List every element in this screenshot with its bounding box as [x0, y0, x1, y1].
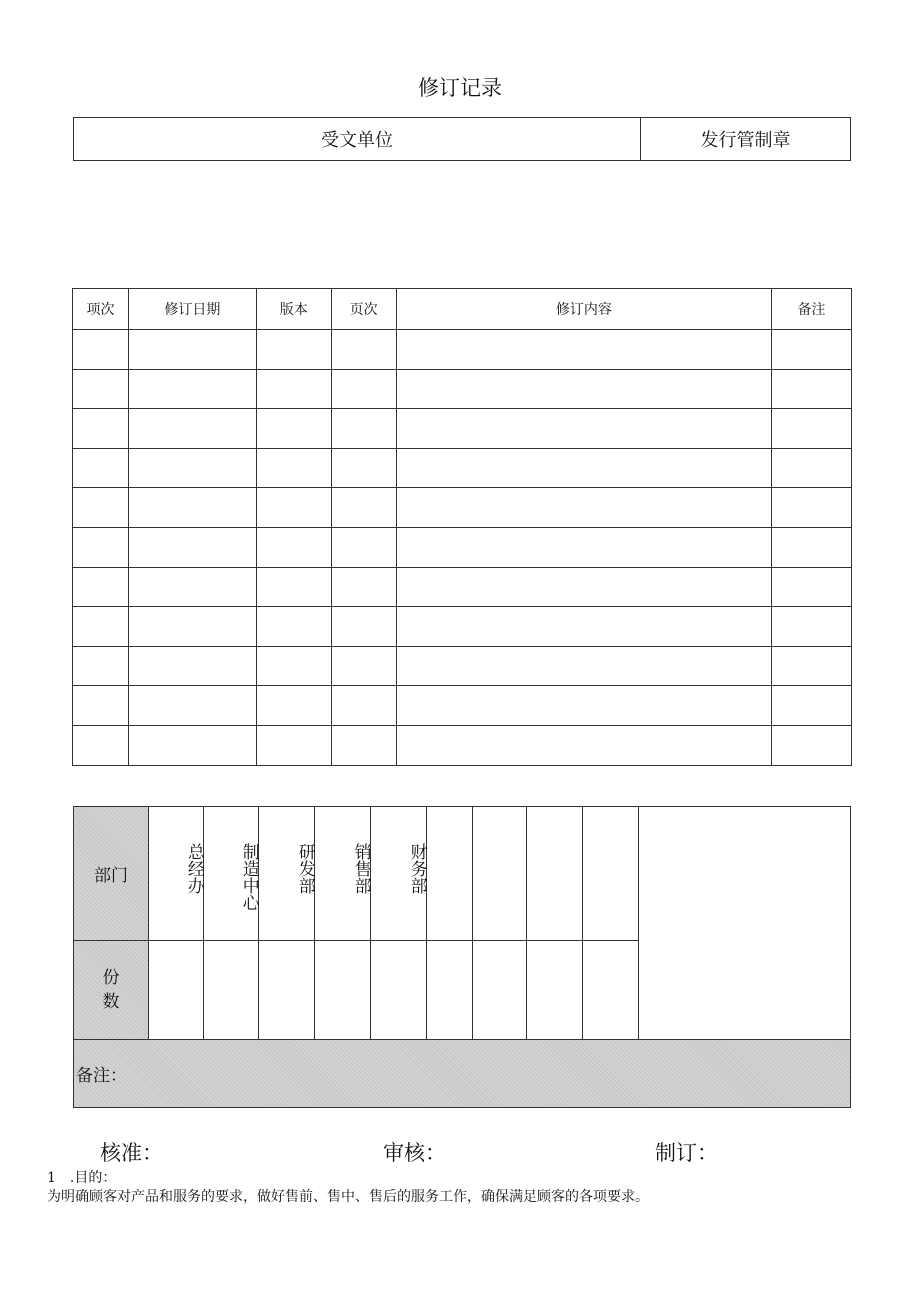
copies-cell	[426, 941, 472, 1040]
dept-cell: 制造中心	[203, 807, 258, 941]
table-cell	[772, 369, 852, 409]
copies-cell	[370, 941, 426, 1040]
table-row	[73, 448, 852, 488]
table-cell	[256, 607, 331, 647]
table-cell	[256, 527, 331, 567]
dept-cell	[527, 807, 583, 941]
table-cell	[73, 607, 129, 647]
table-cell	[396, 646, 771, 686]
table-cell	[128, 725, 256, 765]
copies-cell	[148, 941, 203, 1040]
table-cell	[128, 448, 256, 488]
table-cell	[396, 488, 771, 528]
table-cell	[128, 369, 256, 409]
table-cell	[331, 369, 396, 409]
table-row	[73, 488, 852, 528]
dept-cell	[426, 807, 472, 941]
remark-row: 备注：	[74, 1040, 851, 1108]
col-date: 修订日期	[128, 289, 256, 330]
copies-label: 份数	[74, 941, 149, 1040]
table-cell	[331, 527, 396, 567]
table-cell	[772, 409, 852, 449]
page-title: 修订记录	[418, 76, 502, 100]
table-cell	[128, 607, 256, 647]
table-cell	[772, 607, 852, 647]
receiver-table	[73, 117, 851, 161]
copies-cell	[258, 941, 314, 1040]
table-cell	[73, 646, 129, 686]
table-cell	[772, 488, 852, 528]
copies-cell	[583, 941, 639, 1040]
table-cell	[331, 330, 396, 370]
table-cell	[772, 567, 852, 607]
table-cell	[772, 646, 852, 686]
review-label: 审核：	[383, 1141, 446, 1165]
dept-cell: 总经办	[148, 807, 203, 941]
table-cell	[396, 409, 771, 449]
table-cell	[128, 488, 256, 528]
table-cell	[256, 686, 331, 726]
table-cell	[331, 409, 396, 449]
table-cell	[128, 409, 256, 449]
table-cell	[772, 725, 852, 765]
col-page: 页次	[331, 289, 396, 330]
section-text: 为明确顾客对产品和服务的要求，做好售前、售中、售后的服务工作，确保满足顾客的各项要求。	[47, 1189, 649, 1205]
table-cell	[772, 527, 852, 567]
table-cell	[73, 330, 129, 370]
table-cell	[772, 330, 852, 370]
dept-cell: 销售部	[314, 807, 370, 941]
table-cell	[128, 330, 256, 370]
section-heading: 1 .目的：	[47, 1170, 117, 1186]
table-cell	[256, 646, 331, 686]
col-content: 修订内容	[396, 289, 771, 330]
table-row	[73, 567, 852, 607]
table-cell	[128, 686, 256, 726]
table-cell	[396, 330, 771, 370]
table-cell	[73, 488, 129, 528]
table-cell	[331, 646, 396, 686]
col-item: 项次	[73, 289, 129, 330]
table-row	[73, 369, 852, 409]
table-cell	[73, 527, 129, 567]
table-cell	[73, 409, 129, 449]
table-cell	[396, 448, 771, 488]
stamp-area	[639, 807, 851, 1040]
table-cell	[256, 409, 331, 449]
table-cell	[256, 369, 331, 409]
table-cell	[396, 725, 771, 765]
revision-table	[72, 288, 852, 766]
table-row	[73, 725, 852, 765]
table-cell	[128, 567, 256, 607]
table-cell	[73, 369, 129, 409]
approve-label: 核准：	[100, 1141, 163, 1165]
table-cell	[396, 607, 771, 647]
table-cell	[128, 646, 256, 686]
dept-cell	[472, 807, 527, 941]
distribution-table	[73, 806, 851, 1108]
table-cell	[256, 567, 331, 607]
table-row	[73, 527, 852, 567]
table-cell	[256, 330, 331, 370]
table-cell	[331, 448, 396, 488]
table-cell	[73, 448, 129, 488]
table-cell	[331, 686, 396, 726]
table-cell	[73, 686, 129, 726]
table-cell	[331, 607, 396, 647]
table-row	[73, 330, 852, 370]
table-cell	[772, 448, 852, 488]
copies-cell	[203, 941, 258, 1040]
revision-header-row	[73, 289, 852, 330]
table-cell	[331, 567, 396, 607]
table-cell	[73, 725, 129, 765]
table-cell	[396, 369, 771, 409]
table-cell	[396, 567, 771, 607]
dept-cell: 研发部	[258, 807, 314, 941]
table-row	[73, 607, 852, 647]
receiver-header: 受文单位	[74, 118, 641, 161]
table-cell	[73, 567, 129, 607]
col-remark: 备注	[772, 289, 852, 330]
table-cell	[396, 527, 771, 567]
dept-label: 部门	[74, 807, 149, 941]
col-version: 版本	[256, 289, 331, 330]
table-row	[73, 686, 852, 726]
table-row	[73, 409, 852, 449]
copies-cell	[472, 941, 527, 1040]
copies-cell	[314, 941, 370, 1040]
dept-cell	[583, 807, 639, 941]
table-row	[73, 646, 852, 686]
seal-header: 发行管制章	[641, 118, 851, 161]
table-cell	[396, 686, 771, 726]
dept-cell: 财务部	[370, 807, 426, 941]
table-cell	[772, 686, 852, 726]
table-cell	[256, 488, 331, 528]
table-cell	[331, 725, 396, 765]
revision-rows	[73, 330, 852, 766]
table-cell	[128, 527, 256, 567]
table-cell	[256, 448, 331, 488]
table-cell	[331, 488, 396, 528]
prepare-label: 制订：	[655, 1141, 718, 1165]
copies-cell	[527, 941, 583, 1040]
table-cell	[256, 725, 331, 765]
